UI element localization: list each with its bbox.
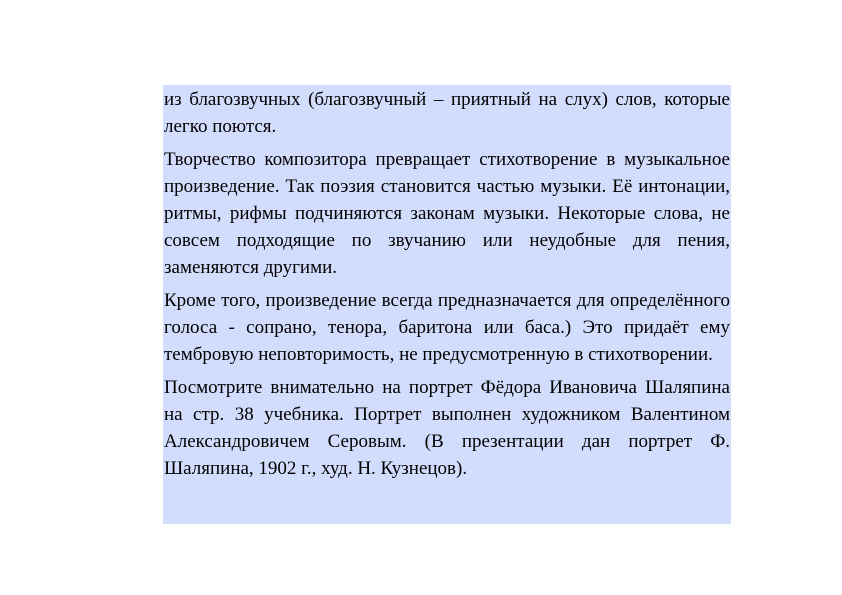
paragraph-intro: из благозвучных (благозвучный – приятный на слух) слов, которые легко поются.: [164, 89, 730, 137]
paragraph-portrait: Посмотрите внимательно на портрет Фёдора Ивановича Шаляпина на стр. 38 учебника. Портрет выполнен художником Валентином Александровичем Серовым. (В презентации дан портрет Ф. Шаляпина, 1902 г., худ. Н. Кузнецов).: [164, 377, 730, 479]
paragraph-voice-type: Кроме того, произведение всегда предназначается для определённого голоса - сопрано, тенора, баритона или баса.) Это придаёт ему тембровую неповторимость, не предусмотренную в стихотворении.: [164, 290, 730, 365]
paragraph-composer-creativity: Творчество композитора превращает стихотворение в музыкальное произведение. Так поэзия становится частью музыки. Её интонации, ритмы, рифмы подчиняются законам музыки. Некоторые слова, не совсем подходящие по звучанию или неудобные для пения, заменяются другими.: [164, 149, 730, 278]
text-box: [163, 85, 731, 524]
